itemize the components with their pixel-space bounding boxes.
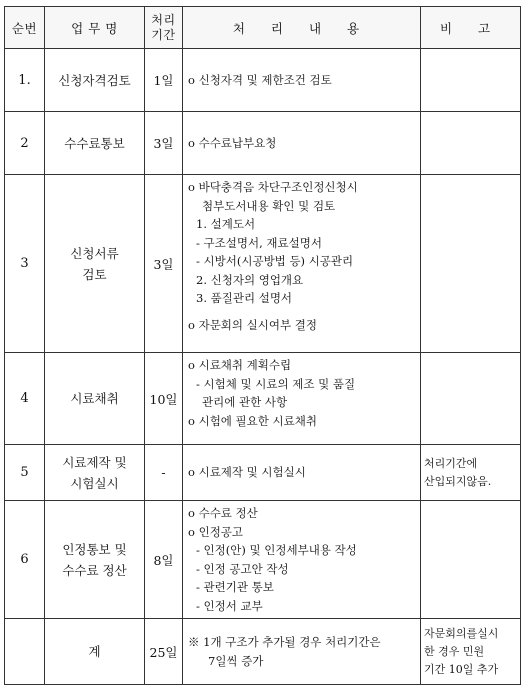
content-line: 7일씩 증가 <box>208 653 264 668</box>
processing-days: 1일 <box>145 49 183 112</box>
content-line: - 시방서(시공방법 등) 시공관리 <box>196 254 354 268</box>
table-row <box>5 445 521 501</box>
task-name <box>45 353 145 445</box>
task-line: 신청서류 <box>70 245 119 261</box>
header-task: 업 무 명 <box>45 7 145 49</box>
process-content <box>183 112 421 175</box>
header-note: 비 고 <box>421 7 521 49</box>
header-days-line1: 처리 <box>151 12 176 27</box>
header-days <box>145 7 183 49</box>
row-number: 6 <box>5 501 45 619</box>
processing-days: 10일 <box>145 353 183 445</box>
note-cell <box>421 353 521 445</box>
task-line: 계 <box>88 644 101 659</box>
content-line: o 시험에 필요한 시료채취 <box>188 413 317 428</box>
row-number <box>5 619 45 685</box>
process-content <box>183 619 421 685</box>
note-line: 한 경우 민원 <box>424 644 485 658</box>
content-line: o 바닥충격음 차단구조인정신청시 <box>188 180 358 194</box>
content-line: - 관련기관 통보 <box>196 580 274 594</box>
header-content: 처 리 내 용 <box>183 7 421 49</box>
content-line: o 자문회의 실시여부 결정 <box>188 317 317 332</box>
processing-days: 3일 <box>145 112 183 175</box>
header-no: 순번 <box>5 7 45 49</box>
processing-days: - <box>145 445 183 501</box>
content-line: 첨부도서내용 확인 및 검토 <box>202 198 336 213</box>
task-name <box>45 112 145 175</box>
note-cell <box>421 112 521 175</box>
task-line: 시험실시 <box>70 475 119 491</box>
processing-days: 8일 <box>145 501 183 619</box>
content-line: 3. 품질관리 설명서 <box>196 291 293 305</box>
process-content <box>183 175 421 353</box>
process-content <box>183 353 421 445</box>
note-cell <box>421 175 521 353</box>
content-line: o 인정공고 <box>188 524 244 539</box>
header-days-line2: 기간 <box>151 27 176 42</box>
table-row <box>5 49 521 112</box>
process-table <box>4 6 521 685</box>
note-cell <box>421 501 521 619</box>
note-cell <box>421 619 521 685</box>
content-spacer <box>188 308 416 316</box>
task-name <box>45 49 145 112</box>
process-content <box>183 49 421 112</box>
content-line: 1. 설계도서 <box>196 217 256 231</box>
row-number: 1. <box>5 49 45 112</box>
content-line: o 신청자격 및 제한조건 검토 <box>188 72 332 87</box>
task-line: 시료제작 및 <box>62 454 127 470</box>
task-line: 인정통보 및 <box>62 541 127 557</box>
content-line: 관리에 관한 사항 <box>202 395 288 409</box>
row-number: 3 <box>5 175 45 353</box>
note-line: 산입되지않음. <box>424 474 492 488</box>
task-name <box>45 619 145 685</box>
table-row <box>5 112 521 175</box>
content-line: - 인정 공고안 작성 <box>196 561 289 576</box>
note-line: 기간 10일 추가 <box>424 662 499 676</box>
task-name <box>45 175 145 353</box>
process-content <box>183 501 421 619</box>
content-line: ※ 1개 구조가 추가될 경우 처리기간은 <box>188 635 381 649</box>
content-line: - 시험체 및 시료의 제조 및 품질 <box>196 376 356 391</box>
note-cell <box>421 49 521 112</box>
row-number: 2 <box>5 112 45 175</box>
task-line: 검토 <box>82 266 107 282</box>
note-line: 처리기간에 <box>424 456 478 470</box>
table-row <box>5 501 521 619</box>
task-name <box>45 501 145 619</box>
task-line: 수수료통보 <box>64 135 125 151</box>
processing-days: 25일 <box>145 619 183 685</box>
task-line: 시료채취 <box>70 391 119 406</box>
content-line: - 구조설명서, 재료설명서 <box>196 235 322 250</box>
task-line: 신청자격검토 <box>58 72 131 88</box>
content-line: o 시료채취 계획수립 <box>188 358 292 372</box>
content-line: - 인정서 교부 <box>196 598 263 613</box>
content-line: o 수수료납부요청 <box>188 135 277 150</box>
task-line: 수수료 정산 <box>62 562 127 578</box>
header-row <box>5 7 521 49</box>
table-row <box>5 175 521 353</box>
content-line: 2. 신청자의 영업개요 <box>196 272 304 287</box>
process-content <box>183 445 421 501</box>
total-row <box>5 619 521 685</box>
note-line: 자문회의를실시 <box>424 626 499 640</box>
content-line: o 시료제작 및 시험실시 <box>188 465 306 480</box>
content-line: - 인정(안) 및 인정세부내용 작성 <box>196 543 357 557</box>
processing-days: 3일 <box>145 175 183 353</box>
row-number: 4 <box>5 353 45 445</box>
task-name <box>45 445 145 501</box>
table-row <box>5 353 521 445</box>
note-cell <box>421 445 521 501</box>
content-line: o 수수료 정산 <box>188 506 258 520</box>
row-number: 5 <box>5 445 45 501</box>
